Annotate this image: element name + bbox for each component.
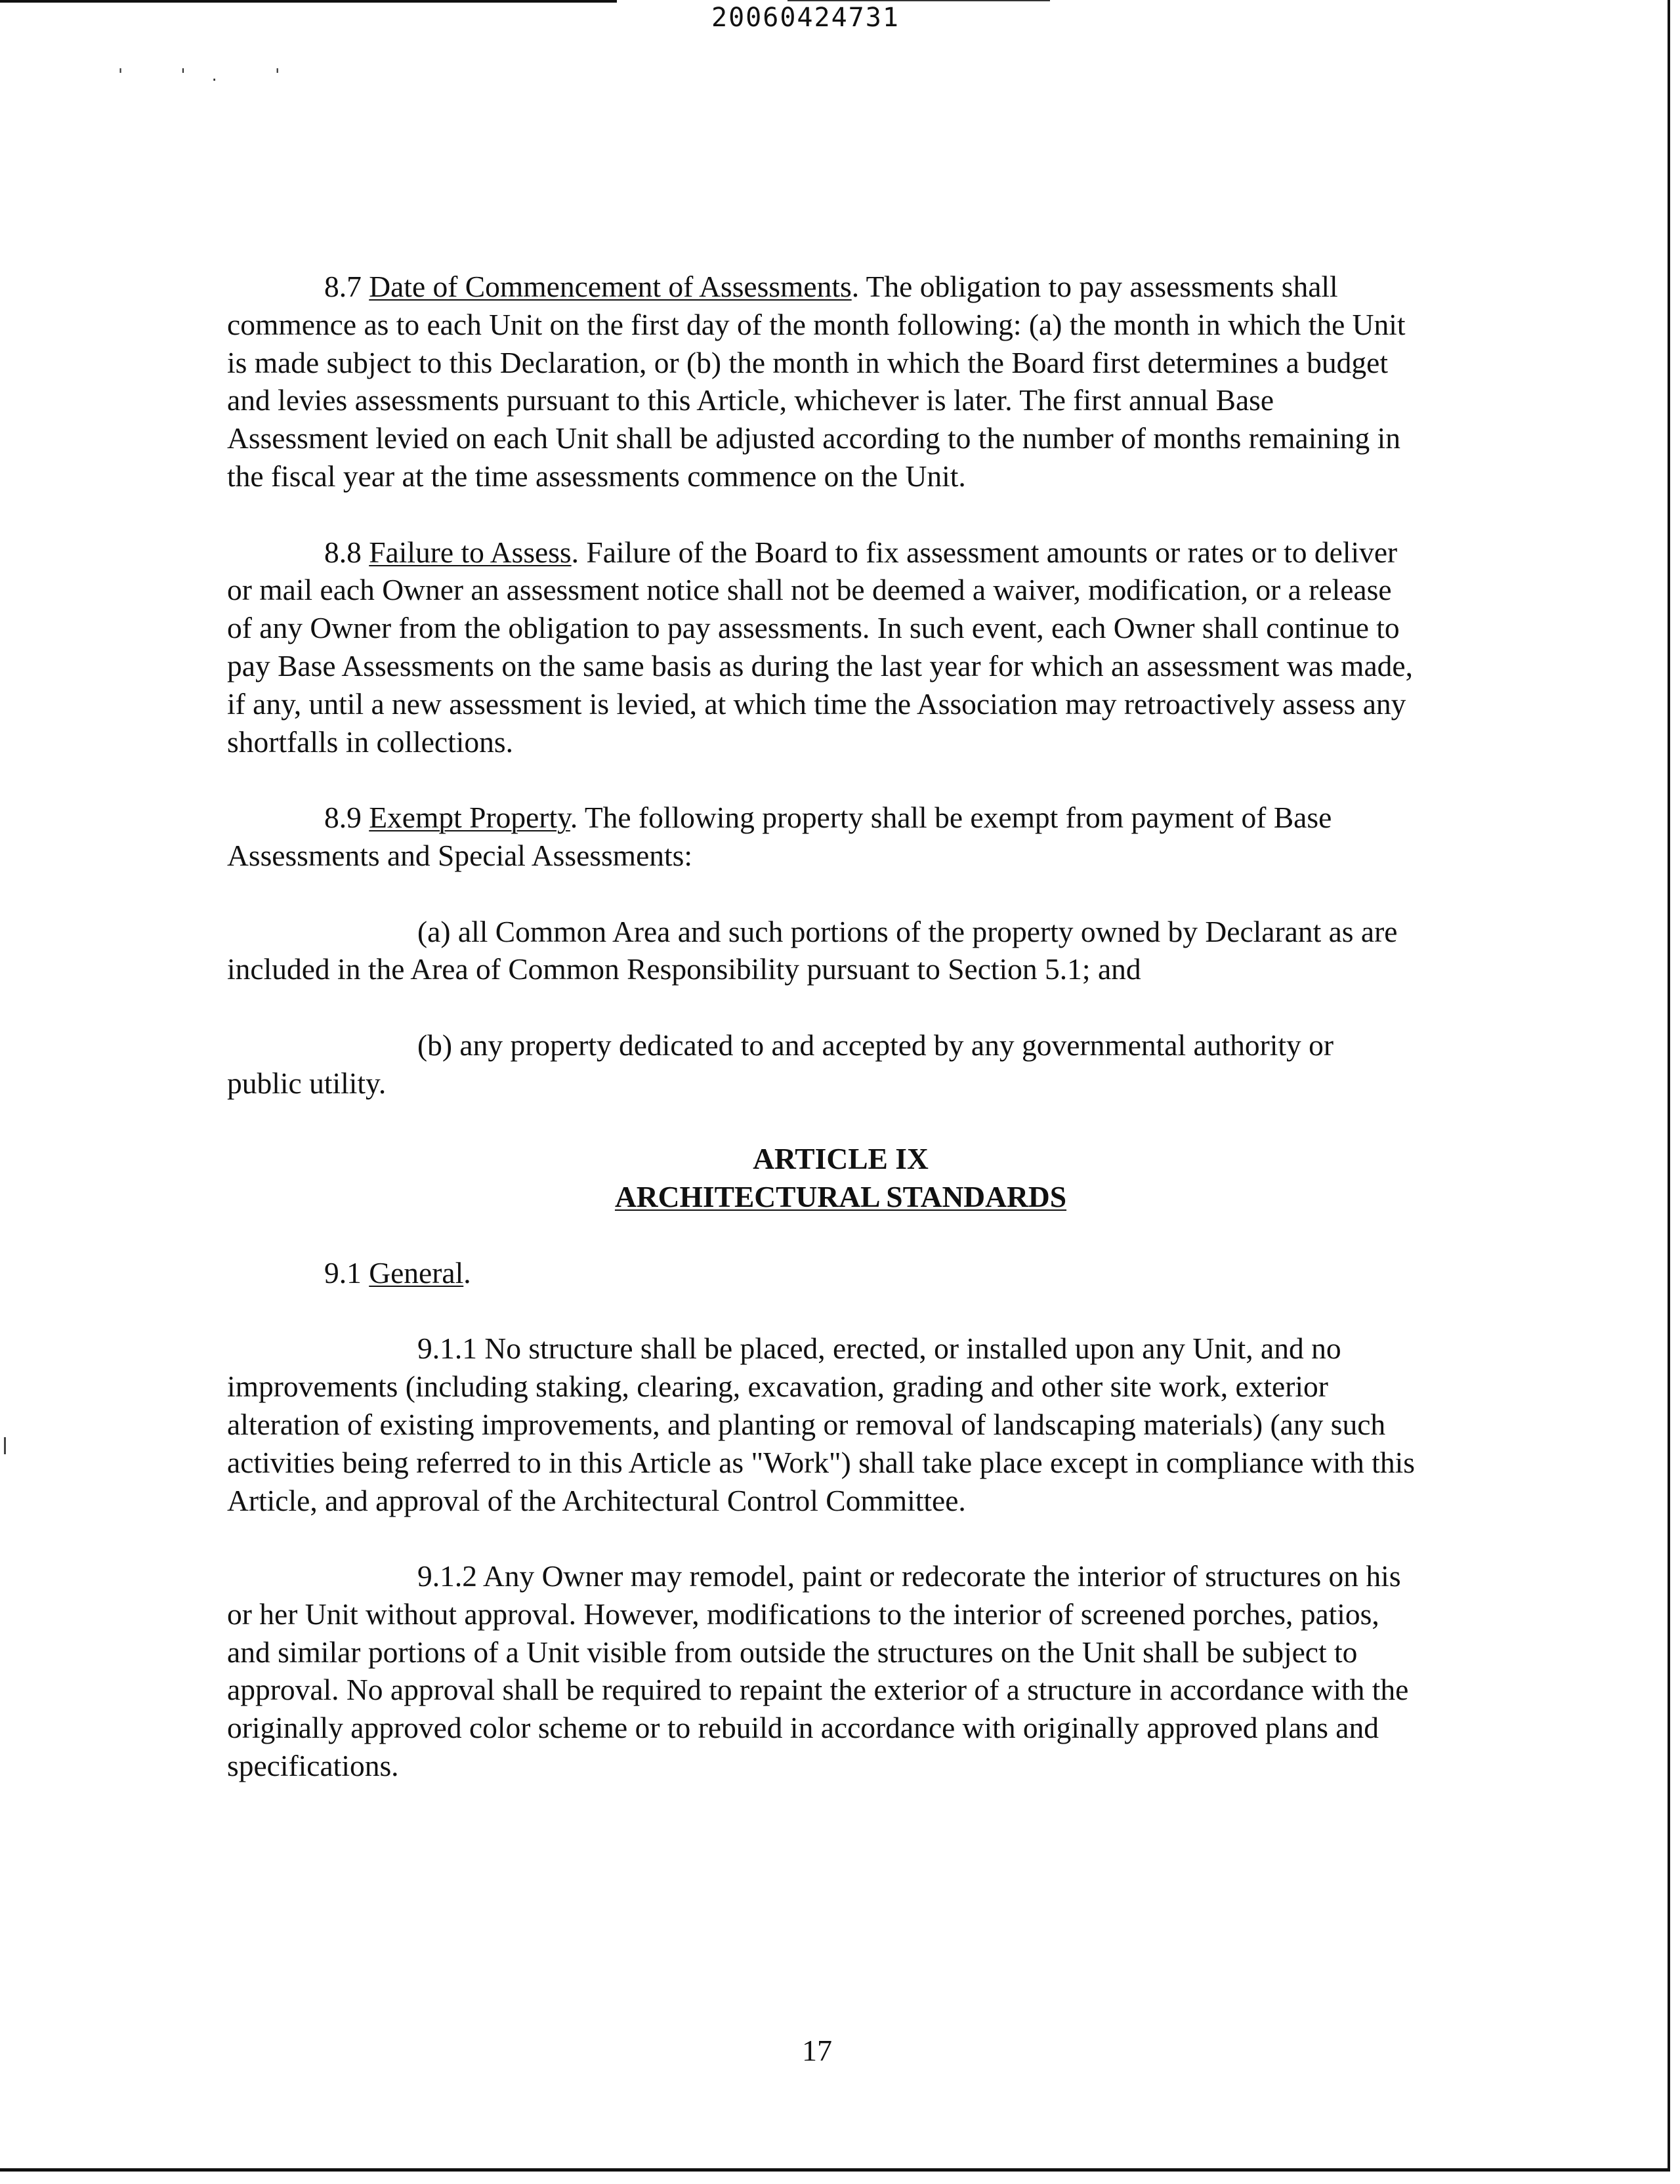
section-heading: Date of Commencement of Assessments [369,270,852,303]
article-heading [227,1140,1415,1216]
top-border-line [0,0,617,3]
section-heading: General [369,1255,464,1290]
article-number: ARTICLE IX [753,1142,929,1176]
document-number: 20060424731 [711,3,900,33]
section-heading-suffix: . [463,1255,471,1290]
top-border-line-faint [788,0,1050,1]
scan-artifact-mark [4,1437,6,1454]
section-number: 9.1 [324,1255,362,1290]
section-number: 8.9 [324,801,362,835]
document-body [227,268,1415,1823]
section-number: 8.8 [324,535,362,569]
section-8-8 [227,534,1415,761]
section-text: . The obligation to pay assessments shall commence as to each Unit on the first day of the month following: (a) the month in which the Unit is made subject to this Declaration, or (b) the month in which the Board first determines a budget and levies assessments pursuant to this Article, whichever is later. The first annual Base Assessment levied on each Unit shall be adjusted according to the number of months remaining in the fiscal year at the time assessments commence on the Unit. [227,270,1406,493]
page-number: 17 [802,2034,832,2067]
section-8-9 [227,799,1415,875]
section-text: . Failure of the Board to fix assessment amounts or rates or to deliver or mail each Owner an assessment notice shall not be deemed a waiver, modification, or a release of any Owner from the obligation to pay assessments. In such event, each Owner shall continue to pay Base Assessments on the same basis as during the last year for which an assessment was made, if any, until a new assessment is levied, at which time the Association may retroactively assess any shortfalls in collections. [227,535,1413,759]
right-border-line [1668,0,1670,2171]
scan-artifact-marks: ' '. ' [118,66,306,85]
section-9-1 [227,1254,1415,1292]
section-9-1-1: 9.1.1 No structure shall be placed, erected, or installed upon any Unit, and no improvements (including staking, clearing, excavation, grading and other site work, exterior alteration of existing improvements, and planting or removal of landscaping materials) (any such activities being referred to in this Article as "Work") shall take place except in compliance with this Article, and approval of the Architectural Control Committee. [227,1332,1415,1517]
article-title: ARCHITECTURAL STANDARDS [614,1180,1067,1214]
section-text: . The following property shall be exempt from payment of Base Assessments and Special Assessments: [227,801,1332,872]
section-number: 8.7 [324,270,362,303]
section-9-1-2: 9.1.2 Any Owner may remodel, paint or redecorate the interior of structures on his or her Unit without approval. However, modifications to the interior of screened porches, patios, and similar portions of a Unit visible from outside the structures on the Unit shall be subject to approval. No approval shall be required to repaint the exterior of a structure in accordance with the originally approved color scheme or to rebuild in accordance with originally approved plans and specifications. [227,1559,1409,1783]
section-heading: Exempt Property [369,801,570,835]
section-8-9-item-a: (a) all Common Area and such portions of the property owned by Declarant as are included in the Area of Common Responsibility pursuant to Section 5.1; and [227,914,1398,986]
section-8-9-item-b: (b) any property dedicated to and accepted by any governmental authority or public utility. [227,1028,1334,1100]
bottom-border-line [0,2168,1670,2172]
section-heading: Failure to Assess [369,535,572,569]
section-8-7 [227,268,1415,495]
